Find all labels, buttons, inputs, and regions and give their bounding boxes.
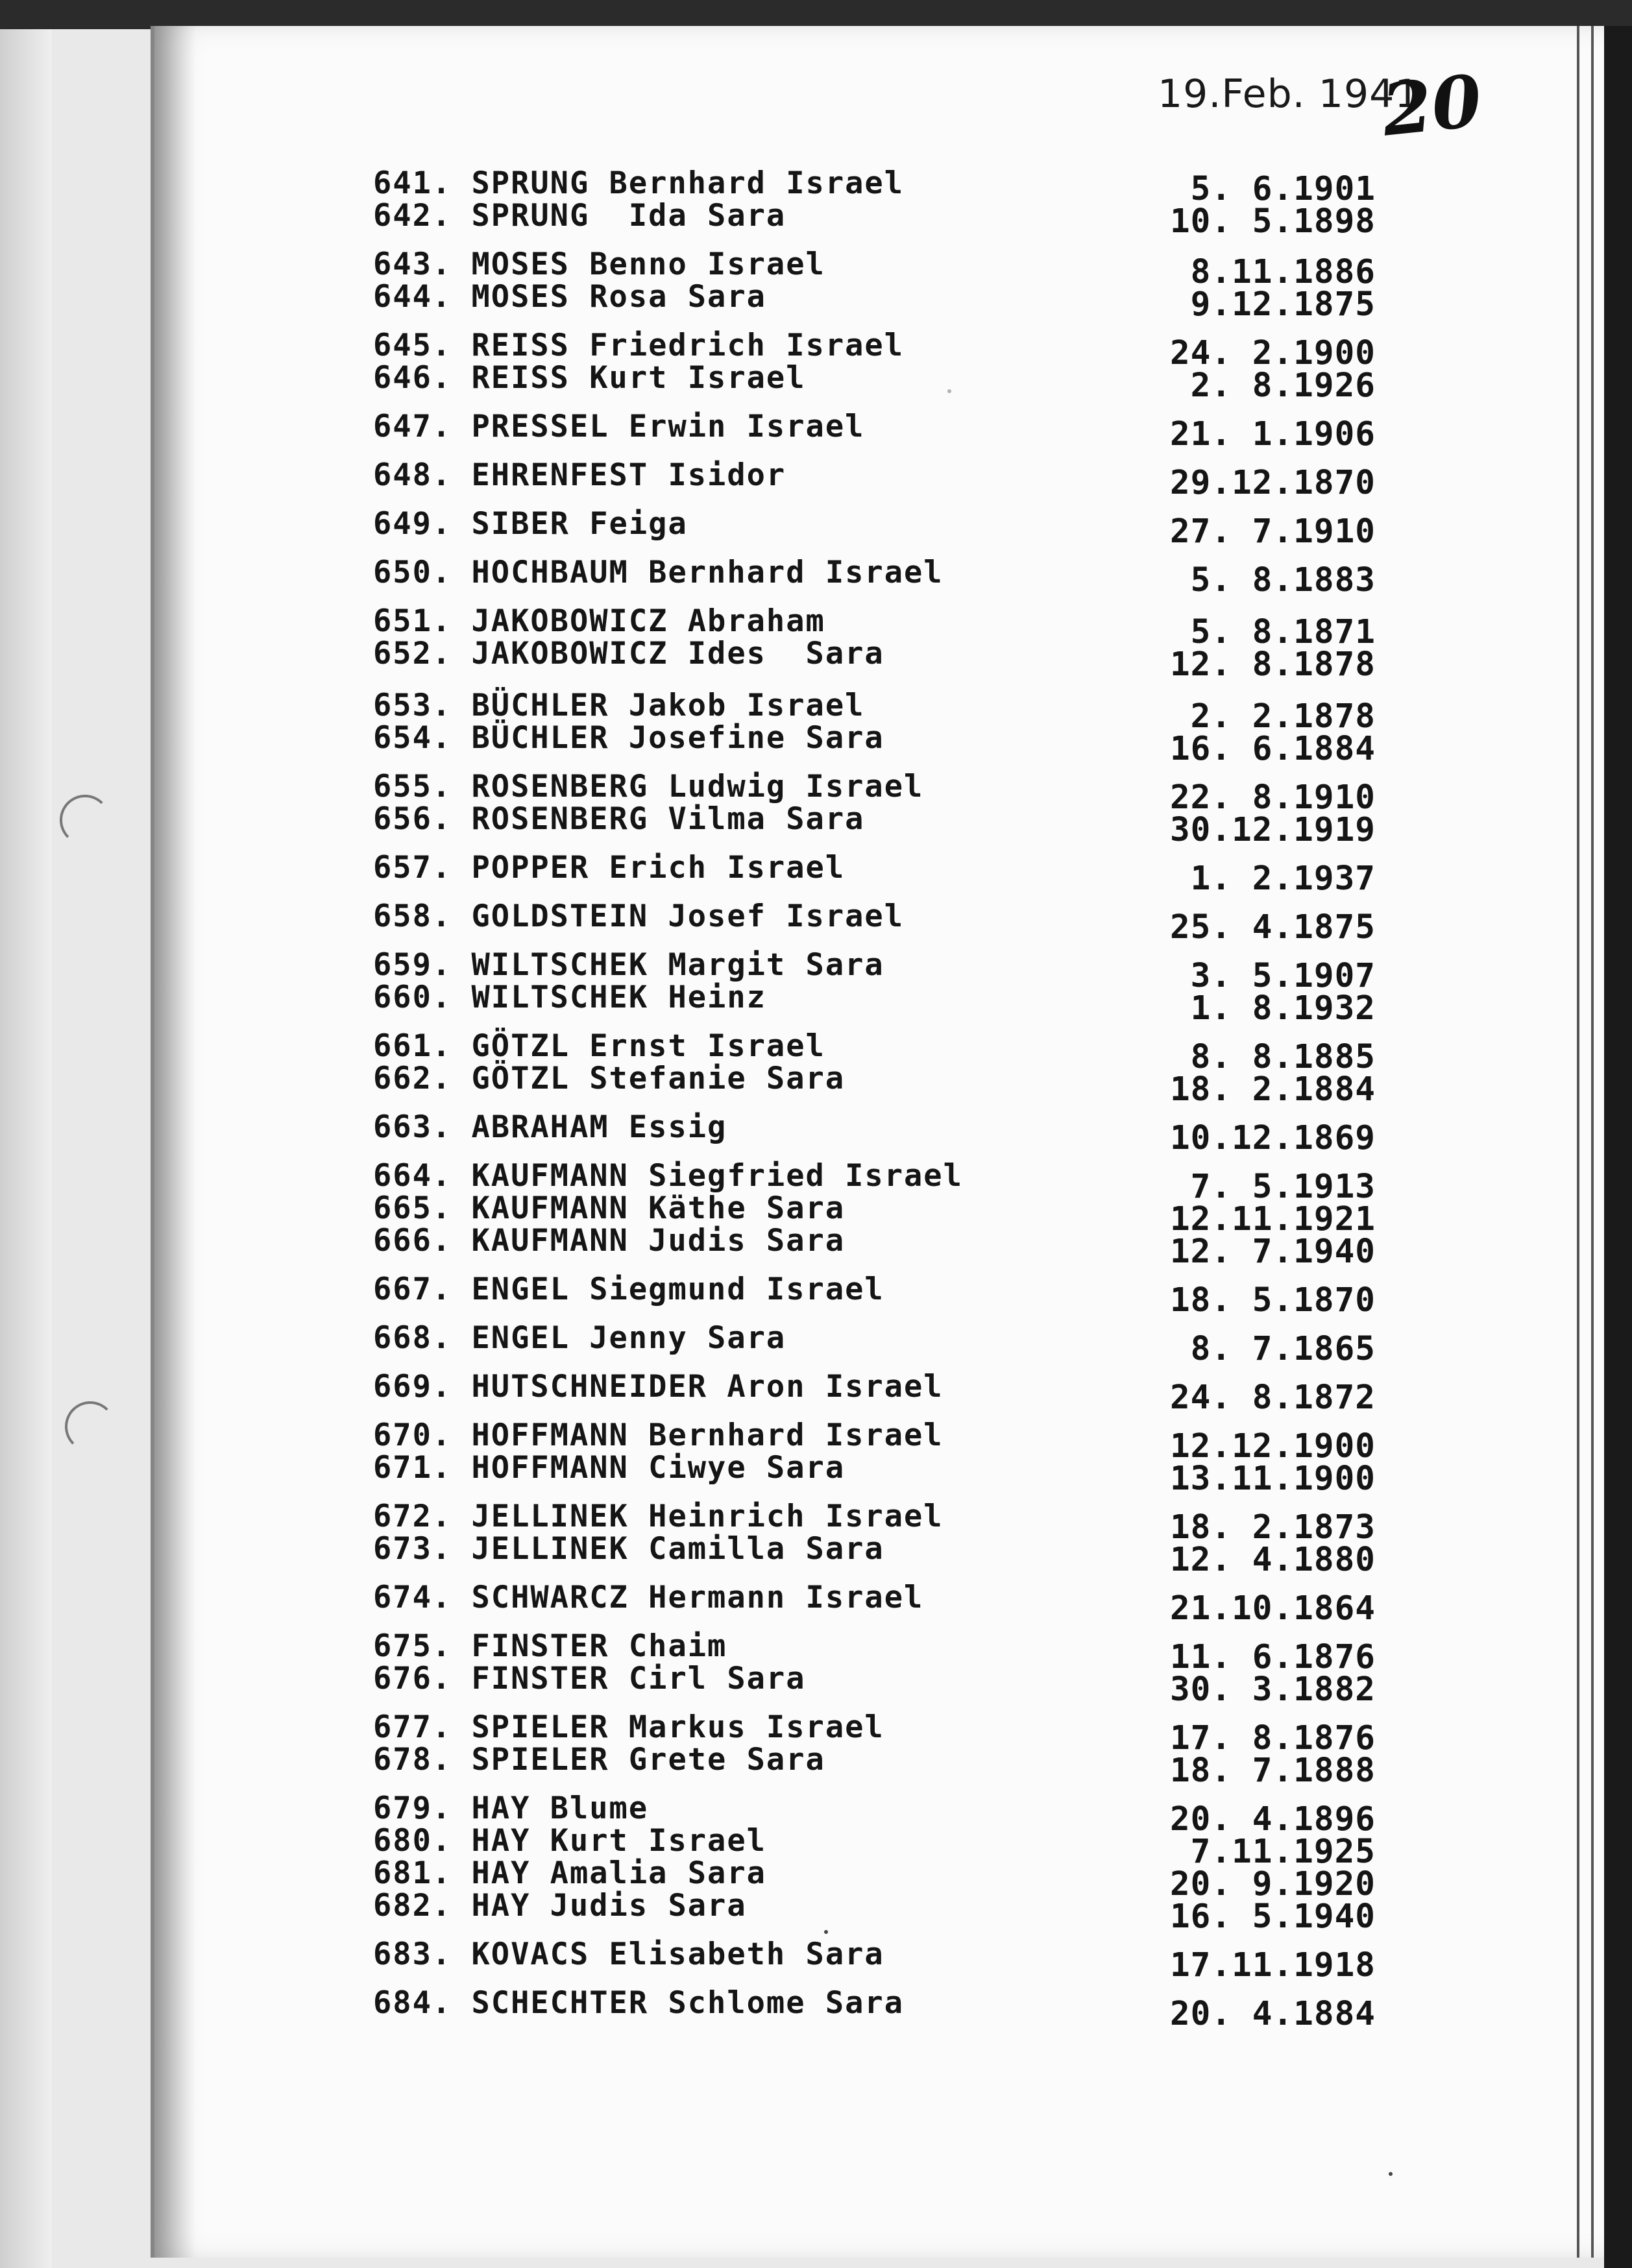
entry-birth-date: 18. 7.1888 (1169, 1752, 1376, 1790)
entry-name: ABRAHAM Essig (471, 1109, 727, 1145)
entry-name: HAY Judis Sara (471, 1888, 747, 1924)
entry-name: POPPER Erich Israel (471, 850, 846, 886)
entry-name: REISS Kurt Israel (471, 360, 806, 396)
punch-hole-mark (65, 1401, 116, 1452)
entry-name: SPRUNG Ida Sara (471, 198, 786, 234)
entry-number: 651. (373, 603, 452, 639)
entry-name-row (373, 1418, 944, 1453)
entry-name-row (373, 769, 923, 804)
entry-name-row (373, 1580, 923, 1615)
entry-number: 650. (373, 555, 452, 590)
entry-name: ENGEL Siegmund Israel (471, 1272, 884, 1307)
entry-birth-date: 9.12.1875 (1190, 285, 1376, 324)
entry-number: 647. (373, 409, 452, 444)
entry-name: GOLDSTEIN Josef Israel (471, 899, 905, 934)
entry-number: 659. (373, 947, 452, 983)
entry-name: HOFFMANN Bernhard Israel (471, 1418, 944, 1453)
entry-birth-date: 10. 5.1898 (1169, 202, 1376, 241)
entry-name-row (373, 1320, 786, 1356)
entry-name-row (373, 1223, 845, 1259)
entry-number: 646. (373, 360, 452, 396)
entry-name-row (373, 1888, 747, 1924)
entry-name: JELLINEK Camilla Sara (471, 1531, 884, 1567)
entry-name-row (373, 1531, 884, 1567)
entry-number: 675. (373, 1628, 452, 1664)
entry-name: HOCHBAUM Bernhard Israel (471, 555, 944, 590)
entry-name: EHRENFEST Isidor (471, 457, 786, 493)
entry-birth-date: 3. 5.1907 (1190, 957, 1376, 995)
page-stack-edge (1591, 26, 1594, 2258)
entry-birth-date: 30. 3.1882 (1169, 1671, 1376, 1709)
entry-number: 656. (373, 801, 452, 837)
entry-number: 655. (373, 769, 452, 804)
entry-name: MOSES Rosa Sara (471, 279, 766, 315)
entry-name-row (373, 1823, 766, 1859)
scan-right-border (1604, 26, 1632, 2268)
entry-name: SCHWARCZ Hermann Israel (471, 1580, 924, 1615)
entry-name: SPIELER Grete Sara (471, 1742, 825, 1778)
entry-birth-date: 1. 8.1932 (1190, 989, 1376, 1028)
entry-name-row (373, 247, 825, 282)
entry-name-row (373, 1709, 884, 1745)
entry-name-row (373, 1628, 727, 1664)
entry-birth-date: 12.11.1921 (1169, 1200, 1376, 1238)
entry-birth-date: 24. 8.1872 (1169, 1379, 1376, 1417)
entry-birth-date: 8. 8.1885 (1190, 1038, 1376, 1076)
entry-birth-date: 17.11.1918 (1169, 1946, 1376, 1984)
entry-birth-date: 8.11.1886 (1190, 253, 1376, 291)
entry-number: 676. (373, 1661, 452, 1696)
entry-name-row (373, 1855, 766, 1891)
entry-birth-date: 1. 2.1937 (1190, 860, 1376, 898)
entry-birth-date: 22. 8.1910 (1169, 778, 1376, 817)
entry-name-row (373, 1742, 825, 1778)
entry-name: HAY Amalia Sara (471, 1855, 766, 1891)
entry-number: 682. (373, 1888, 452, 1924)
entry-birth-date: 8. 7.1865 (1190, 1330, 1376, 1368)
scan-left-margin (0, 29, 52, 2268)
entry-birth-date: 18. 2.1884 (1169, 1070, 1376, 1109)
date-stamp: 19.Feb. 1941 (1158, 71, 1420, 117)
entry-name: KAUFMANN Judis Sara (471, 1223, 846, 1259)
entry-name: ROSENBERG Ludwig Israel (471, 769, 924, 804)
entry-name-row (373, 801, 864, 837)
entry-name: FINSTER Chaim (471, 1628, 727, 1664)
entry-name: JAKOBOWICZ Abraham (471, 603, 825, 639)
entry-name-row (373, 1028, 825, 1064)
entry-number: 683. (373, 1936, 452, 1972)
entry-birth-date: 25. 4.1875 (1169, 908, 1376, 947)
scan-speck (824, 1930, 828, 1934)
entry-number: 644. (373, 279, 452, 315)
entry-name-row (373, 1791, 648, 1826)
entry-number: 652. (373, 636, 452, 671)
entry-name: HUTSCHNEIDER Aron Israel (471, 1369, 944, 1405)
entry-name: KAUFMANN Käthe Sara (471, 1190, 846, 1226)
entry-name-row (373, 603, 825, 639)
entry-number: 684. (373, 1985, 452, 2021)
entry-name-row (373, 980, 766, 1015)
entry-number: 645. (373, 328, 452, 363)
entry-name-row (373, 279, 766, 315)
entry-name-row (373, 360, 806, 396)
entry-birth-date: 13.11.1900 (1169, 1460, 1376, 1498)
punch-hole-mark (60, 795, 110, 845)
entry-name-row (373, 1936, 884, 1972)
entry-number: 662. (373, 1061, 452, 1096)
page-stack-edge (1577, 26, 1579, 2258)
entry-birth-date: 30.12.1919 (1169, 811, 1376, 849)
entry-name: WILTSCHEK Margit Sara (471, 947, 884, 983)
entry-birth-date: 2. 8.1926 (1190, 367, 1376, 405)
entry-name-row (373, 1661, 806, 1696)
entry-birth-date: 12. 7.1940 (1169, 1233, 1376, 1271)
entry-birth-date: 24. 2.1900 (1169, 334, 1376, 372)
entry-name-row (373, 636, 884, 671)
entry-birth-date: 2. 2.1878 (1190, 697, 1376, 736)
entry-number: 660. (373, 980, 452, 1015)
entry-number: 641. (373, 165, 452, 201)
entry-name-row (373, 1158, 963, 1194)
entry-birth-date: 27. 7.1910 (1169, 513, 1376, 551)
entry-name: HAY Kurt Israel (471, 1823, 766, 1859)
entry-birth-date: 12. 4.1880 (1169, 1541, 1376, 1579)
entry-birth-date: 11. 6.1876 (1169, 1638, 1376, 1676)
entry-name: SIBER Feiga (471, 506, 688, 542)
entry-birth-date: 20. 4.1884 (1169, 1995, 1376, 2033)
entry-name: JAKOBOWICZ Ides Sara (471, 636, 884, 671)
entry-name: JELLINEK Heinrich Israel (471, 1499, 944, 1534)
entry-number: 681. (373, 1855, 452, 1891)
entry-number: 643. (373, 247, 452, 282)
entry-name-row (373, 328, 904, 363)
entry-number: 654. (373, 720, 452, 756)
entry-name-row (373, 1369, 944, 1405)
entry-name-row (373, 1109, 727, 1145)
entry-name: ENGEL Jenny Sara (471, 1320, 786, 1356)
scan-top-border (0, 0, 1632, 29)
entry-number: 658. (373, 899, 452, 934)
entry-name: SPRUNG Bernhard Israel (471, 165, 905, 201)
entry-birth-date: 29.12.1870 (1169, 464, 1376, 502)
entry-birth-date: 12. 8.1878 (1169, 645, 1376, 684)
entry-number: 657. (373, 850, 452, 886)
entry-birth-date: 10.12.1869 (1169, 1119, 1376, 1157)
entry-name: SPIELER Markus Israel (471, 1709, 884, 1745)
entry-number: 666. (373, 1223, 452, 1259)
entry-name: GÖTZL Ernst Israel (471, 1028, 825, 1064)
entry-birth-date: 20. 9.1920 (1169, 1865, 1376, 1903)
entry-number: 668. (373, 1320, 452, 1356)
entry-number: 663. (373, 1109, 452, 1145)
entry-number: 679. (373, 1791, 452, 1826)
entry-number: 672. (373, 1499, 452, 1534)
entry-birth-date: 5. 8.1883 (1190, 561, 1376, 599)
entry-number: 671. (373, 1450, 452, 1486)
entry-name-row (373, 1985, 904, 2021)
entry-number: 648. (373, 457, 452, 493)
entry-number: 653. (373, 688, 452, 723)
entry-name: GÖTZL Stefanie Sara (471, 1061, 846, 1096)
entry-number: 680. (373, 1823, 452, 1859)
entry-name-row (373, 165, 904, 201)
entry-name-row (373, 1272, 884, 1307)
entry-number: 665. (373, 1190, 452, 1226)
entry-name: KAUFMANN Siegfried Israel (471, 1158, 963, 1194)
entry-name: REISS Friedrich Israel (471, 328, 905, 363)
entry-name-row (373, 1450, 845, 1486)
entry-number: 677. (373, 1709, 452, 1745)
entry-name: MOSES Benno Israel (471, 247, 825, 282)
entry-name-row (373, 1061, 845, 1096)
entry-number: 678. (373, 1742, 452, 1778)
entry-birth-date: 21. 1.1906 (1169, 415, 1376, 453)
entry-name-row (373, 457, 786, 493)
entry-number: 667. (373, 1272, 452, 1307)
entry-name-row (373, 198, 786, 234)
entry-number: 674. (373, 1580, 452, 1615)
binding-shadow (151, 26, 196, 2258)
entry-birth-date: 21.10.1864 (1169, 1589, 1376, 1628)
entry-number: 670. (373, 1418, 452, 1453)
entry-name-row (373, 555, 944, 590)
entry-number: 661. (373, 1028, 452, 1064)
entry-name: FINSTER Cirl Sara (471, 1661, 806, 1696)
entry-name: SCHECHTER Schlome Sara (471, 1985, 905, 2021)
entry-name-row (373, 409, 864, 444)
entry-birth-date: 12.12.1900 (1169, 1427, 1376, 1466)
handwritten-page-number: 20 (1378, 58, 1486, 152)
entry-name: KOVACS Elisabeth Sara (471, 1936, 884, 1972)
entry-name: HOFFMANN Ciwye Sara (471, 1450, 846, 1486)
entry-number: 642. (373, 198, 452, 234)
entry-birth-date: 5. 6.1901 (1190, 170, 1376, 208)
entry-birth-date: 5. 8.1871 (1190, 613, 1376, 651)
entry-name-row (373, 1190, 845, 1226)
entry-birth-date: 16. 6.1884 (1169, 730, 1376, 768)
entry-birth-date: 18. 5.1870 (1169, 1281, 1376, 1320)
entry-name-row (373, 850, 845, 886)
entry-birth-date: 16. 5.1940 (1169, 1898, 1376, 1936)
entry-name-row (373, 720, 884, 756)
entry-name: BÜCHLER Josefine Sara (471, 720, 884, 756)
entry-name-row (373, 506, 688, 542)
entry-birth-date: 18. 2.1873 (1169, 1508, 1376, 1547)
entry-number: 664. (373, 1158, 452, 1194)
entry-number: 669. (373, 1369, 452, 1405)
entry-name: WILTSCHEK Heinz (471, 980, 766, 1015)
entry-birth-date: 7.11.1925 (1190, 1833, 1376, 1871)
entry-birth-date: 7. 5.1913 (1190, 1168, 1376, 1206)
entry-name-row (373, 899, 904, 934)
scan-speck (947, 389, 951, 393)
scan-speck (1389, 2172, 1393, 2176)
entry-name: PRESSEL Erwin Israel (471, 409, 865, 444)
entry-number: 673. (373, 1531, 452, 1567)
entry-birth-date: 20. 4.1896 (1169, 1800, 1376, 1839)
entry-name: BÜCHLER Jakob Israel (471, 688, 865, 723)
entry-name-row (373, 1499, 944, 1534)
entry-name: ROSENBERG Vilma Sara (471, 801, 865, 837)
entry-name-row (373, 947, 884, 983)
entry-name: HAY Blume (471, 1791, 649, 1826)
entry-number: 649. (373, 506, 452, 542)
entry-name-row (373, 688, 864, 723)
entry-birth-date: 17. 8.1876 (1169, 1719, 1376, 1757)
